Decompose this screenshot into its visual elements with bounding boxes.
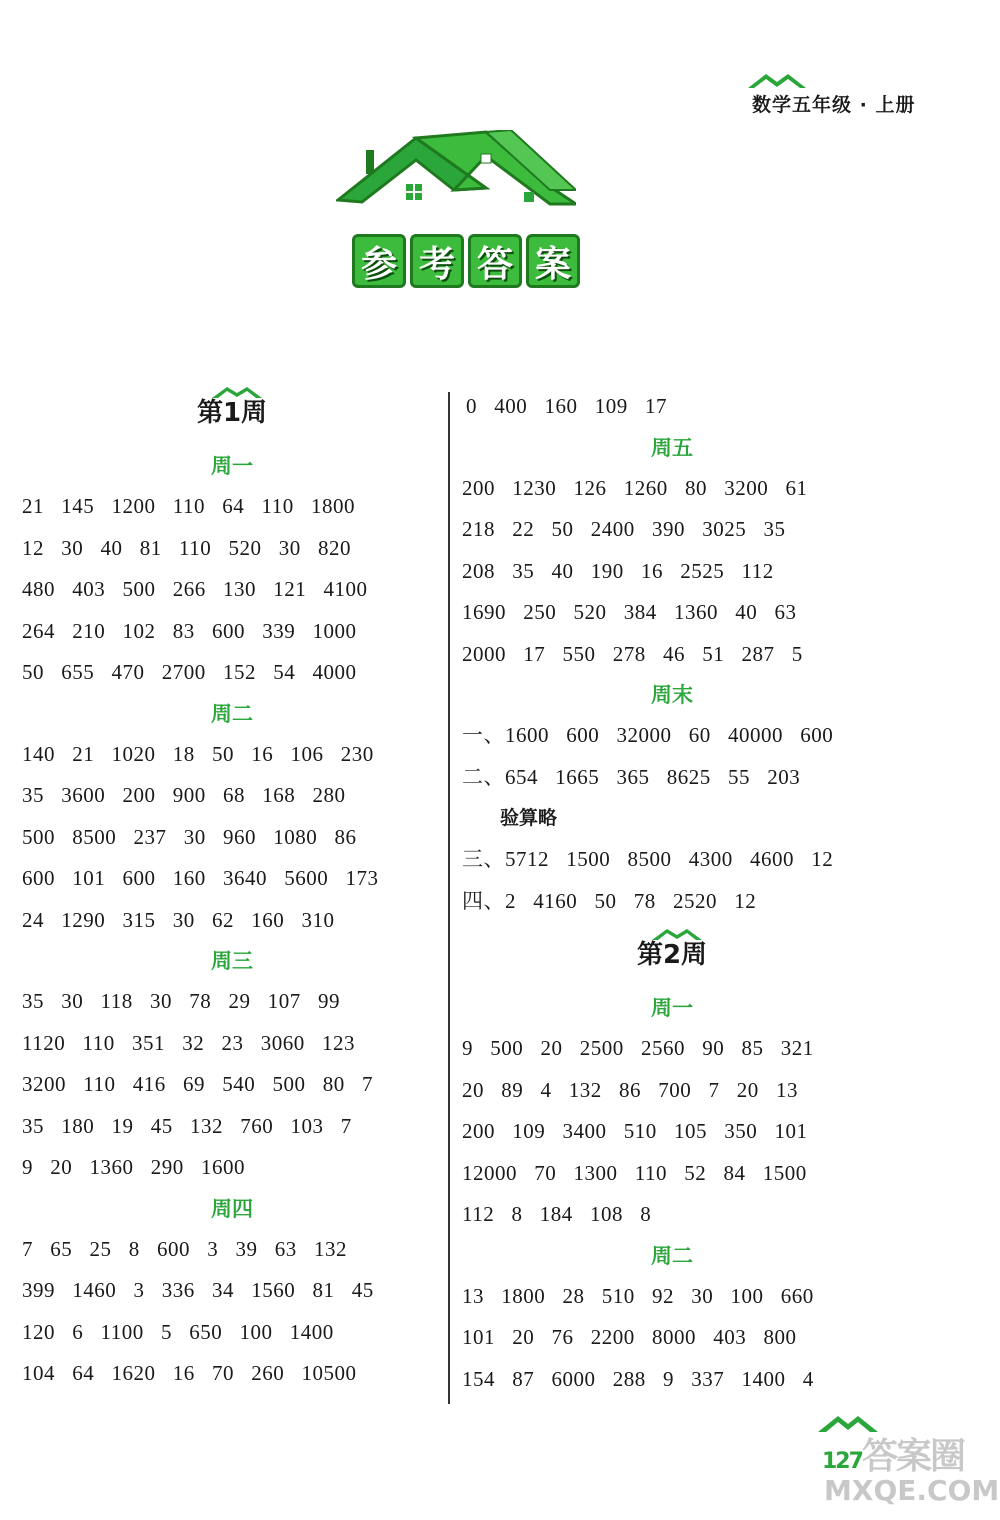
day-heading: 周二	[211, 701, 253, 726]
answer-row: 140 21 1020 18 50 16 106 230	[22, 741, 374, 766]
answer-row: 120 6 1100 5 650 100 1400	[22, 1319, 334, 1344]
day-heading: 周一	[651, 996, 693, 1020]
answer-row: 264 210 102 83 600 339 1000	[22, 618, 357, 643]
right-column	[462, 386, 882, 1400]
answer-row: 208 35 40 190 16 2525 112	[462, 558, 774, 583]
answer-row: 200 109 3400 510 105 350 101	[462, 1119, 808, 1143]
title-char: 案	[526, 234, 580, 288]
answer-row: 12000 70 1300 110 52 84 1500	[462, 1160, 807, 1185]
note-text: 验算略	[500, 807, 558, 829]
left-column	[22, 386, 442, 1395]
week-heading: 第1周	[22, 386, 442, 446]
answer-row: 1690 250 520 384 1360 40 63	[462, 600, 797, 624]
day-heading: 周三	[211, 949, 253, 973]
mini-house-icon	[212, 376, 262, 406]
answer-row: 20 89 4 132 86 700 7 20 13	[462, 1077, 798, 1102]
answer-row: 35 180 19 45 132 760 103 7	[22, 1113, 352, 1138]
watermark-url: MXQE.COM	[824, 1474, 1000, 1507]
day-heading: 周二	[651, 1243, 693, 1268]
answer-row: 399 1460 3 336 34 1560 81 45	[22, 1278, 374, 1302]
answer-row: 24 1290 315 30 62 160 310	[22, 907, 335, 932]
answer-title	[352, 234, 580, 288]
day-heading: 周五	[651, 435, 693, 460]
answer-row: 35 3600 200 900 68 168 280	[22, 783, 346, 807]
watermark: 127答案圈	[822, 1436, 964, 1477]
answer-row: 7 65 25 8 600 3 39 63 132	[22, 1236, 347, 1261]
answer-row: 9 20 1360 290 1600	[22, 1155, 245, 1179]
answer-row: 218 22 50 2400 390 3025 35	[462, 517, 786, 541]
week-heading: 第2周	[462, 928, 882, 988]
answer-row: 104 64 1620 16 70 260 10500	[22, 1361, 357, 1385]
answer-row: 2000 17 550 278 46 51 287 5	[462, 641, 803, 666]
title-char: 参	[352, 234, 406, 288]
page-number: 127	[822, 1449, 862, 1474]
answer-row: 1120 110 351 32 23 3060 123	[22, 1030, 355, 1055]
answer-row: 154 87 6000 288 9 337 1400 4	[462, 1366, 814, 1391]
answer-row: 三、5712 1500 8500 4300 4600 12	[462, 847, 834, 871]
answer-row: 四、2 4160 50 78 2520 12	[462, 888, 757, 913]
answer-row: 0 400 160 109 17	[466, 394, 667, 418]
answer-row: 101 20 76 2200 8000 403 800	[462, 1325, 797, 1349]
answer-row: 二、654 1665 365 8625 55 203	[462, 764, 801, 789]
answer-row: 9 500 20 2500 2560 90 85 321	[462, 1036, 814, 1060]
book-label: 数学五年级 · 上册	[752, 94, 916, 116]
answer-row: 13 1800 28 510 92 30 100 660	[462, 1283, 814, 1308]
answer-row: 35 30 118 30 78 29 107 99	[22, 989, 340, 1013]
answer-row: 21 145 1200 110 64 110 1800	[22, 494, 355, 518]
day-heading: 周一	[211, 454, 253, 478]
day-heading: 周四	[211, 1196, 253, 1221]
house-logo-icon	[336, 130, 576, 217]
answer-row: 50 655 470 2700 152 54 4000	[22, 660, 357, 684]
day-heading: 周末	[651, 683, 693, 707]
answer-row: 200 1230 126 1260 80 3200 61	[462, 475, 808, 500]
answer-row: 480 403 500 266 130 121 4100	[22, 577, 368, 601]
answer-row: 500 8500 237 30 960 1080 86	[22, 824, 357, 849]
answer-row: 3200 110 416 69 540 500 80 7	[22, 1072, 373, 1096]
answer-row: 一、1600 600 32000 60 40000 600	[462, 723, 834, 747]
column-divider	[448, 392, 450, 1404]
answer-row: 600 101 600 160 3640 5600 173	[22, 866, 379, 890]
answer-row: 112 8 184 108 8	[462, 1202, 652, 1226]
title-char: 考	[410, 234, 464, 288]
answer-row: 12 30 40 81 110 520 30 820	[22, 535, 351, 560]
mini-house-icon	[652, 918, 702, 948]
title-char: 答	[468, 234, 522, 288]
